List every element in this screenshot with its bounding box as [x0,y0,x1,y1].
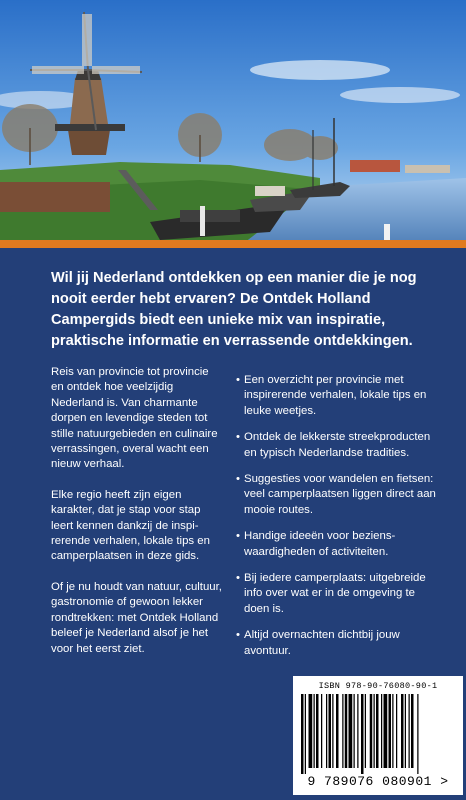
isbn-label: ISBN 978-90-76080-90-1 [318,681,438,691]
paragraph-nature-culture: Of je nu houdt van natuur, cultuur, gastronomie of gewoon lekker rondtrekken: met Ontdek Holland beleef je Nederland alsof je het voor het eerst ziet. [51,580,222,655]
bullet-item: • Ontdek de lekkerste streekproducten en typisch Nederlandse tradities. [236,430,436,461]
bullet-item: • Handige ideeën voor beziens-waardigheden of activiteiten. [236,529,436,560]
orange-accent-bar [0,240,466,248]
paragraph-provinces: Reis van provincie tot provincie en ontdek hoe veelzijdig Nederland is. Van charmante dorpen en levendige steden tot stille natuurgebieden en culinaire verrassingen, overal wacht een nieuw verhaal. [51,366,218,471]
intro-text: Wil jij Nederland ontdekken op een manier die je nog nooit eerder hebt ervaren? De Ontdek Holland Campergids biedt een unieke mix van inspiratie, praktische informatie en verrassende ontdekkingen. [51,270,417,349]
bullet-item: • Een overzicht per provincie met inspirerende verhalen, lokale tips en leuke weetjes. [236,373,436,419]
barcode-icon [299,694,457,774]
barcode-number: 9 789076 080901 > [307,774,449,789]
cover-photo-windmill-harbour [0,0,466,246]
bullet-item: • Altijd overnachten dichtbij jouw avontuur. [236,628,436,659]
bullet-item: • Suggesties voor wandelen en fietsen: veel camperplaatsen liggen direct aan mooie routes. [236,472,436,518]
windmill-harbour-illustration [0,0,466,246]
bullet-list [236,373,436,670]
paragraph-regions: Elke regio heeft zijn eigen karakter, dat je stap voor stap leert kennen dankzij de inspi-rerende verhalen, lokale tips en camperplaatsen in deze gids. [51,488,210,563]
bullet-item: • Bij iedere camperplaats: uitgebreide info over wat er in de omgeving te doen is. [236,571,436,617]
left-column [51,365,223,672]
barcode-box [293,676,463,795]
